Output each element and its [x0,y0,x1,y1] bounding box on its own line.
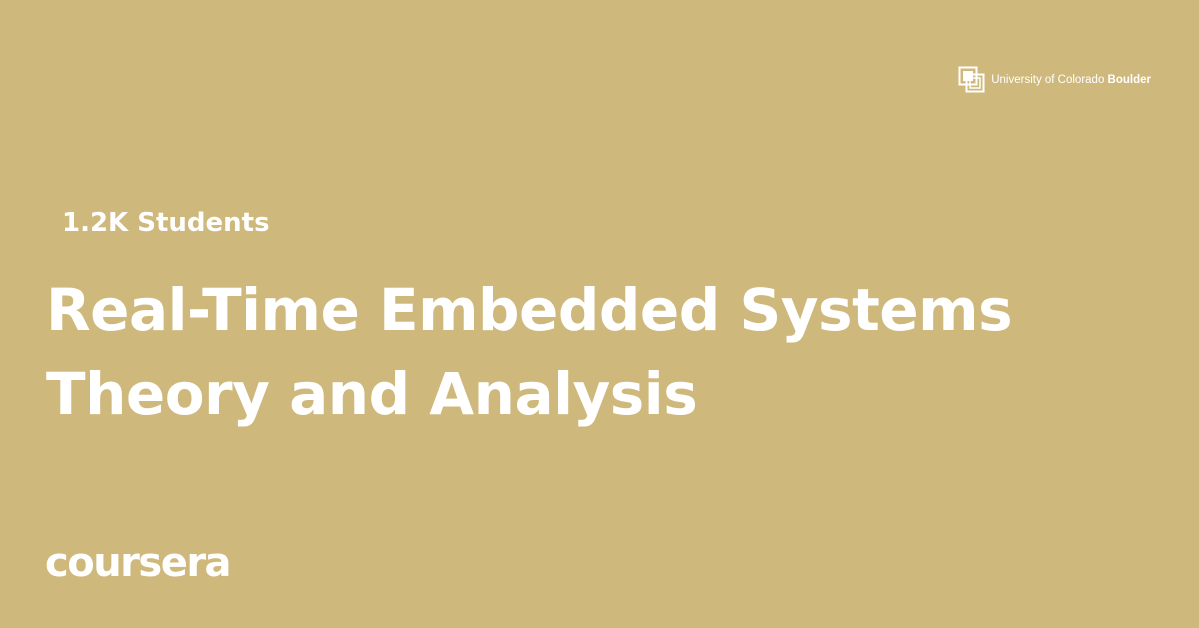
students-count: 1.2K Students [62,208,270,238]
course-title [46,268,1146,436]
coursera-logo: coursera [45,540,231,586]
partner-name-regular: University of Colorado [991,73,1108,86]
cu-logo-icon [958,66,985,93]
partner-badge [958,66,1151,93]
partner-name [991,74,1151,86]
course-title-line-1: Real-Time Embedded Systems [46,276,1013,344]
partner-name-bold: Boulder [1107,73,1151,86]
course-title-line-2: Theory and Analysis [46,360,698,428]
